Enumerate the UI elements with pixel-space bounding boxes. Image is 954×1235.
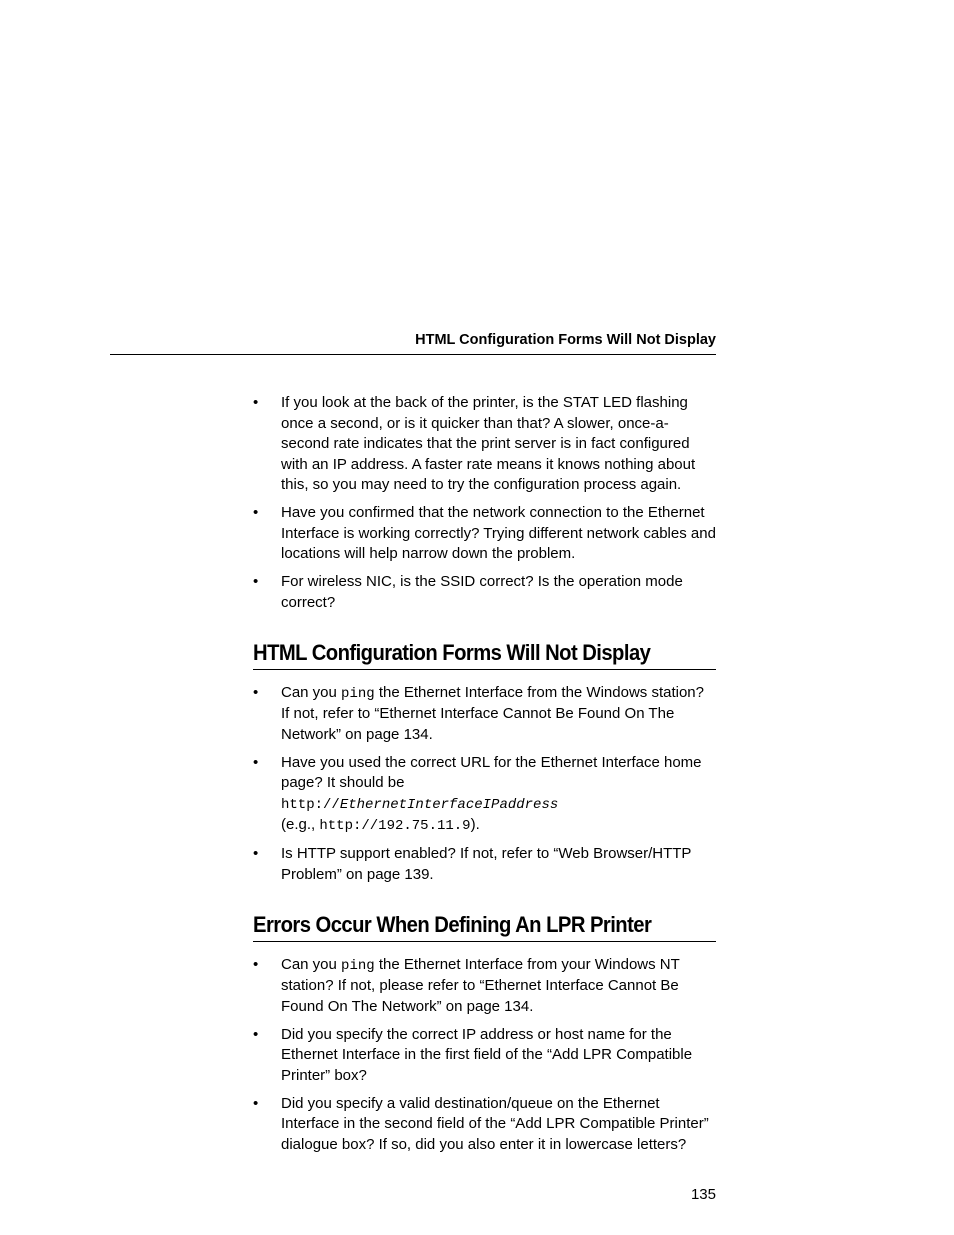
bullet-icon: • <box>253 573 259 590</box>
example-url: http://192.75.11.9 <box>319 818 471 834</box>
lpr-errors-bullet-list <box>253 955 716 1156</box>
bullet-icon: • <box>253 753 259 771</box>
section-heading-html-forms: HTML Configuration Forms Will Not Display <box>253 639 651 665</box>
intro-bullet-list <box>253 393 716 613</box>
list-item: • Can you ping the Ethernet Interface from your Windows NT station? If not, please refer to “Ethernet Interface Cannot Be Found On The Network” on page 134. <box>253 955 680 1015</box>
running-head: HTML Configuration Forms Will Not Display <box>415 332 716 348</box>
list-item: • Is HTTP support enabled? If not, refer to “Web Browser/HTTP Problem” on page 139. <box>253 845 692 883</box>
list-item: • Did you specify a valid destination/queue on the Ethernet Interface in the second field of the “Add LPR Compatible Printer” dialogue box? If so, did you also enter it in lowercase letters? <box>253 1094 709 1153</box>
list-item: • If you look at the back of the printer, is the STAT LED flashing once a second, or is it quicker than that? A slower, once-a-second rate indicates that the print server is in fact configured with an IP address. A faster rate means it knows nothing about this, so you may need to try the configuration process again. <box>253 394 696 493</box>
ping-command: ping <box>341 685 375 702</box>
bullet-icon: • <box>253 845 259 862</box>
ping-command: ping <box>341 957 375 974</box>
list-item: • Have you used the correct URL for the Ethernet Interface home page? It should be http://EthernetInterfaceIPaddress (e.g., http://192.75.11.9). <box>253 753 702 834</box>
url-placeholder: EthernetInterfaceIPaddress <box>339 796 559 813</box>
list-item: • Did you specify the correct IP address or host name for the Ethernet Interface in the first field of the “Add LPR Compatible Printer” box? <box>253 1025 693 1084</box>
page-number: 135 <box>690 1186 716 1203</box>
bullet-icon: • <box>253 1094 259 1112</box>
list-item: • Can you ping the Ethernet Interface from the Windows station? If not, refer to “Ethernet Interface Cannot Be Found On The Network” on page 134. <box>253 683 704 743</box>
page-content <box>253 393 716 1163</box>
header-rule <box>110 354 716 355</box>
bullet-icon: • <box>253 683 259 701</box>
bullet-icon: • <box>253 955 259 973</box>
html-forms-bullet-list <box>253 683 716 886</box>
list-item: • For wireless NIC, is the SSID correct? Is the operation mode correct? <box>253 573 683 611</box>
bullet-icon: • <box>253 394 259 411</box>
list-item: • Have you confirmed that the network connection to the Ethernet Interface is working correctly? Trying different network cables and locations will help narrow down the problem. <box>253 504 716 562</box>
bullet-icon: • <box>253 504 259 521</box>
section-rule <box>253 941 716 942</box>
section-rule <box>253 669 716 670</box>
section-heading-lpr-errors: Errors Occur When Defining An LPR Printer <box>253 911 652 937</box>
bullet-icon: • <box>253 1025 259 1043</box>
url-prefix: http:// <box>281 796 340 813</box>
